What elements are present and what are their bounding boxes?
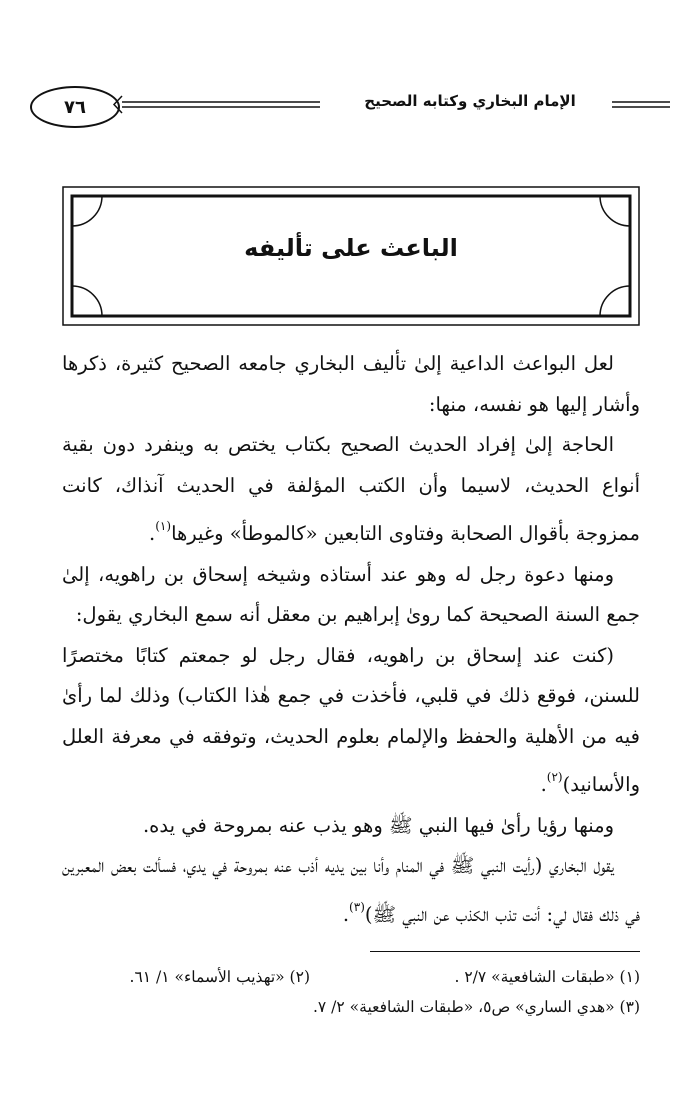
footnote-3: (٣) «هدي الساري» ص٥، «طبقات الشافعية» ٢/ ٧. — [312, 998, 640, 1016]
running-title: الإمام البخاري وكتابه الصحيح — [364, 92, 576, 110]
paragraph-6-text: يقول البخاري (رأيت النبي ﷺ في المنام وأنا بين يديه أذب عنه بمروحة في يدي، فسألت بعض المعبرين في ذلك فقال لي: أنت تذب الكذب عن النبي ﷺ) — [62, 854, 640, 926]
footnote-ref-3: (٣) — [349, 899, 365, 914]
footnote-ref-1: (١) — [155, 519, 172, 533]
footnote-row-2 — [62, 992, 640, 1022]
paragraph-5: ومنها رؤيا رأىٰ فيها النبي ﷺ وهو يذب عنه بمروحة في يده. — [142, 813, 614, 837]
chapter-title: الباعث على تأليفه — [244, 234, 458, 262]
paragraph-6 — [62, 846, 640, 935]
paragraph-4-end: . — [540, 773, 547, 796]
footnote-ref-2: (٢) — [546, 770, 563, 784]
footnote-2: (٢) «تهذيب الأسماء» ١/ ٦١. — [129, 968, 310, 986]
paragraph-6-end: . — [342, 902, 350, 926]
paragraph-3: ومنها دعوة رجل له وهو عند أستاذه وشيخه إسحاق بن راهويه، إلىٰ جمع السنة الصحيحة كما روىٰ إبراهيم بن معقل أنه سمع البخاري يقول: — [62, 562, 640, 626]
footnote-1: (١) «طبقات الشافعية» ٢/٧ . — [454, 968, 640, 986]
paragraph-2 — [62, 425, 640, 555]
footnote-separator — [370, 951, 640, 952]
footnote-row-1 — [62, 962, 640, 992]
running-header — [30, 86, 670, 126]
footnotes — [62, 962, 640, 1022]
chapter-title-frame — [62, 186, 640, 326]
paragraph-4-text: (كنت عند إسحاق بن راهويه، فقال رجل لو جمعتم كتابًا مختصرًا للسنن، فوقع ذلك في قلبي، فأخذت في جمع هٰذا الكتاب) وذلك لما رأىٰ فيه من الأهلية والحفظ والإلمام بعلوم الحديث، وتوفقه في معرفة العلل والأسانيد) — [62, 643, 640, 796]
paragraph-1: لعل البواعث الداعية إلىٰ تأليف البخاري جامعه الصحيح كثيرة، ذكرها وأشار إليها هو نفسه، منها: — [62, 352, 640, 416]
paragraph-4 — [62, 636, 640, 806]
page-number: ٧٦ — [30, 86, 120, 128]
paragraph-2-text: الحاجة إلىٰ إفراد الحديث الصحيح بكتاب يختص به وينفرد دون بقية أنواع الحديث، لاسيما وأن الكتب المؤلفة في الحديث آنذاك، كانت ممزوجة بأقوال الصحابة وفتاوى التابعين «كالموطأ» وغيرها — [62, 433, 640, 545]
paragraph-2-end: . — [149, 522, 156, 545]
body-text — [62, 344, 640, 935]
